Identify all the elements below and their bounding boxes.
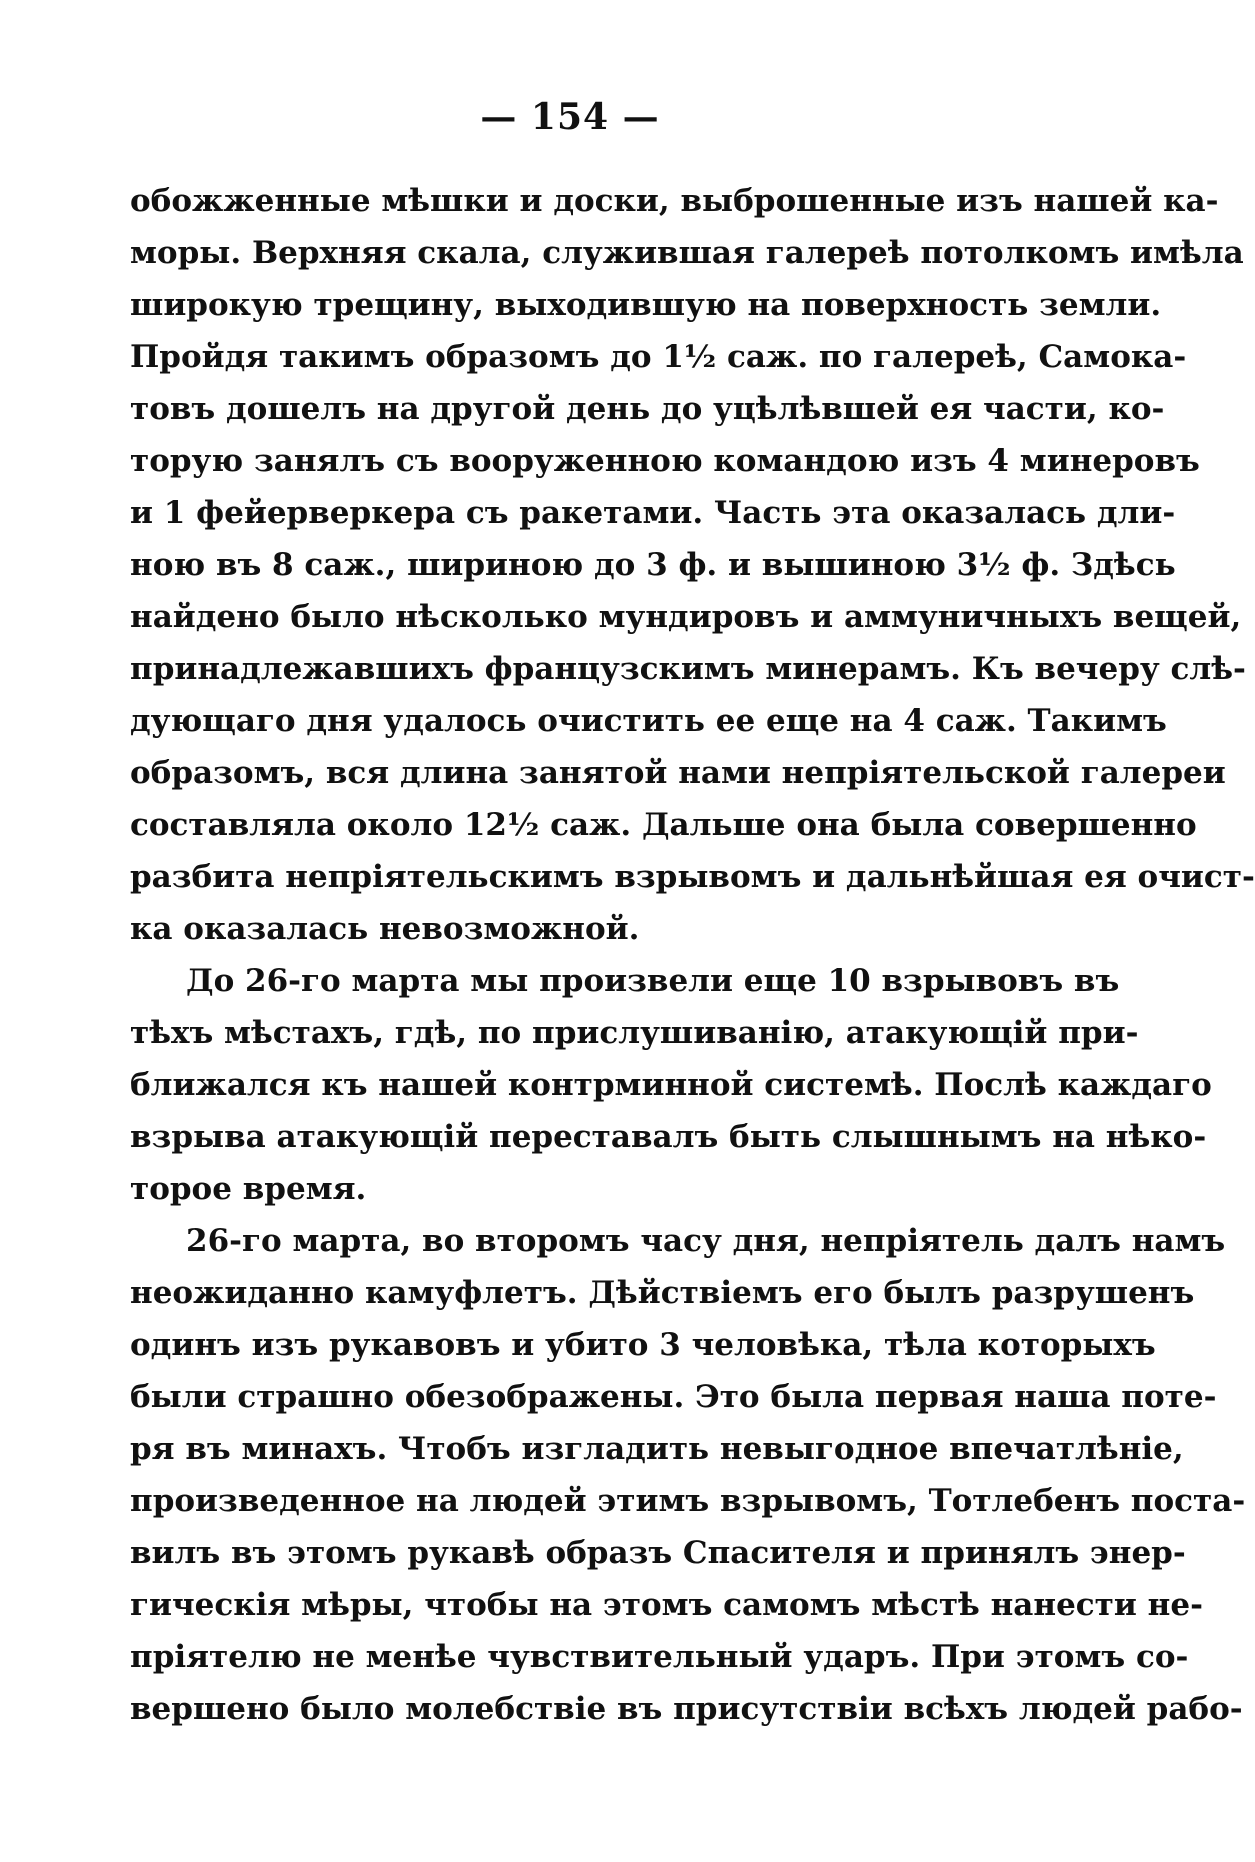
text-line: вилъ въ этомъ рукавѣ образъ Спасителя и принялъ энер- [130, 1535, 1186, 1571]
text-line: моры. Верхняя скала, служившая галереѣ потолкомъ имѣла [130, 235, 1244, 271]
paragraph-first-line: 26-го марта, во второмъ часу дня, непріятель далъ намъ [186, 1223, 1226, 1259]
text-line: найдено было нѣсколько мундировъ и аммуничныхъ вещей, [130, 599, 1242, 635]
text-line: образомъ, вся длина занятой нами непріятельской галереи [130, 755, 1226, 791]
paragraph-first-line: До 26-го марта мы произвели еще 10 взрывовъ въ [186, 963, 1120, 999]
text-line: ка оказалась невозможной. [130, 911, 640, 947]
page-number: — 154 — [480, 96, 660, 138]
text-line: Пройдя такимъ образомъ до 1½ саж. по галереѣ, Самока- [130, 339, 1187, 375]
text-line: принадлежавшихъ французскимъ минерамъ. Къ вечеру слѣ- [130, 651, 1246, 687]
text-line: торую занялъ съ вооруженною командою изъ 4 минеровъ [130, 443, 1200, 479]
text-line: произведенное на людей этимъ взрывомъ, Тотлебенъ поста- [130, 1483, 1246, 1519]
text-line: обожженные мѣшки и доски, выброшенные изъ нашей ка- [130, 183, 1219, 219]
text-line: тѣхъ мѣстахъ, гдѣ, по прислушиванію, атакующій при- [130, 1015, 1139, 1051]
text-line: и 1 фейерверкера съ ракетами. Часть эта оказалась дли- [130, 495, 1176, 531]
text-line: составляла около 12½ саж. Дальше она была совершенно [130, 807, 1197, 843]
text-line: взрыва атакующій переставалъ быть слышнымъ на нѣко- [130, 1119, 1207, 1155]
text-line: ближался къ нашей контрминной системѣ. Послѣ каждаго [130, 1067, 1212, 1103]
body-text [130, 175, 1255, 1735]
text-line: гическія мѣры, чтобы на этомъ самомъ мѣстѣ нанести не- [130, 1587, 1203, 1623]
text-line: разбита непріятельскимъ взрывомъ и дальнѣйшая ея очист- [130, 859, 1255, 895]
text-line: вершено было молебствіе въ присутствіи всѣхъ людей рабо- [130, 1691, 1243, 1727]
text-line: неожиданно камуфлетъ. Дѣйствіемъ его былъ разрушенъ [130, 1275, 1195, 1311]
text-line: ря въ минахъ. Чтобъ изгладить невыгодное впечатлѣніе, [130, 1431, 1184, 1467]
text-line: товъ дошелъ на другой день до уцѣлѣвшей ея части, ко- [130, 391, 1165, 427]
text-line: дующаго дня удалось очистить ее еще на 4 саж. Такимъ [130, 703, 1167, 739]
text-line: ною въ 8 саж., шириною до 3 ф. и вышиною 3½ ф. Здѣсь [130, 547, 1176, 583]
text-line: одинъ изъ рукавовъ и убито 3 человѣка, тѣла которыхъ [130, 1327, 1156, 1363]
text-line: были страшно обезображены. Это была первая наша поте- [130, 1379, 1217, 1415]
text-line: пріятелю не менѣе чувствительный ударъ. При этомъ со- [130, 1639, 1189, 1675]
text-line: торое время. [130, 1171, 367, 1207]
text-line: широкую трещину, выходившую на поверхность земли. [130, 287, 1162, 323]
